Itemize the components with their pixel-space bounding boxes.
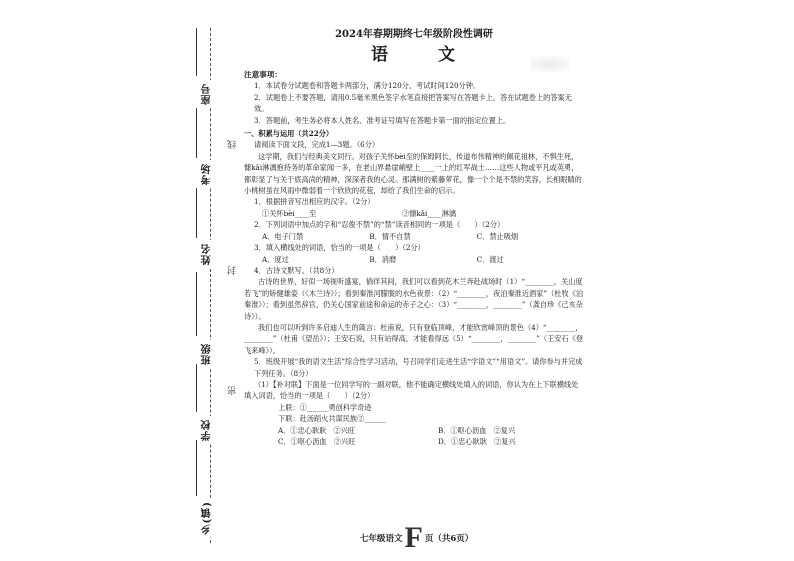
question-4-text-2: 我们也可以听到许多启迪人生的箴言：杜甫说，只有登临顶峰，才能欣赏峰顶的景色（4）“________，________”（杜甫《望岳》）；王安石说，只有站得高，才能看得远（5）“________，________”（王安石《登飞来峰》）。 bbox=[244, 322, 584, 355]
seat-fill-line bbox=[196, 28, 197, 76]
question-5: 5．班级开展“我的语文生活”综合性学习活动，号召同学们走进生活“学语文”“用语文”。请你参与并完成下列任务。（8分） bbox=[254, 357, 583, 378]
question-5-1: （1）【补对联】下面是一位同学写的一副对联，他不能确定横线处填入的词语，你认为在上下联横线处填入词语，恰当的一项是（ ）（2分） bbox=[244, 379, 579, 401]
footer-page-count: 页（共6页） bbox=[424, 534, 474, 544]
q5-option-b: B．①呕心沥血 ②复兴 bbox=[438, 425, 516, 435]
note-item-1: 1．本试卷分试题卷和答题卡两部分，满分120分，考试时间120分钟。 bbox=[254, 81, 481, 91]
exam-title: 2024年春期期终七年级阶段性调研 bbox=[335, 29, 493, 40]
page-footer bbox=[360, 523, 473, 553]
class-fill-line bbox=[196, 272, 197, 336]
exam-content bbox=[244, 28, 584, 447]
exam-room-label: 考场 bbox=[200, 160, 215, 188]
seat-label: 座号 bbox=[200, 80, 215, 108]
binding-strip bbox=[190, 28, 250, 543]
q3-option-b: B．消磨 bbox=[369, 254, 397, 264]
exam-room-fill-line bbox=[196, 108, 197, 158]
name-label: 姓名 bbox=[200, 240, 215, 268]
class-label: 班级 bbox=[200, 340, 215, 368]
question-3-options bbox=[244, 254, 584, 265]
q3-option-a: A．度过 bbox=[262, 254, 289, 264]
footer-grade-subject: 七年级语文 bbox=[360, 534, 403, 544]
question-1-blanks bbox=[244, 208, 584, 219]
q3-option-c: C．渡过 bbox=[476, 254, 504, 264]
q2-option-c: C．禁止吸烟 bbox=[476, 231, 519, 241]
reading-passage: 这学期，我们与经典美文同行。对孩子关怀bèi至的保姆阿长，传道布伟精神的佩花祖林，不惧生死，慷kǎi淋漓抱持务的革命家闻一多，在老山界悬崖峭壁上____一上的红军战士……这些人物或平凡或英勇，都彰显了与关于底高尚的精神，深深者我的心灵。那满树的紫藤萝花，像一个个是不禁的笑容，长相眼睛的小桃树虽在风雨中微弱着一个欣欣的花苞，却给了我们生命的启示。 bbox=[244, 151, 582, 196]
q5-option-d: D．①忠心耿耿 ②复兴 bbox=[438, 437, 516, 446]
q5-option-c: C．①呕心沥血 ②兴旺 bbox=[278, 437, 356, 446]
q5-options-row-2 bbox=[244, 436, 584, 447]
q1-blank-a[interactable]: ①关怀bèi____至 bbox=[262, 208, 317, 218]
note-item-2: 2．试题卷上不要答题，请用0.5毫米黑色签字水笔直接把答案写在答题卡上，答在试题卷上的答案无效。 bbox=[254, 92, 572, 114]
reading-intro: 请阅读下面文段，完成1—3题。（6分） bbox=[254, 140, 380, 150]
question-2: 2．下列词语中加点的字和“忍俊不禁”的“禁”读音相同的一项是（ ）（2分） bbox=[254, 220, 505, 230]
q2-option-b: B．情不自禁 bbox=[369, 231, 411, 241]
question-1: 1．根据拼音写出相应的汉字。（2分） bbox=[254, 197, 375, 207]
couplet-upper: 上联：①______勇创科学奇迹 bbox=[278, 402, 372, 412]
q1-blank-b[interactable]: ②慷kǎi____淋漓 bbox=[402, 208, 457, 218]
section-heading: 一、积累与运用（共22分） bbox=[244, 129, 334, 139]
q2-option-a: A．电子门禁 bbox=[262, 231, 304, 241]
school-label: 学校 bbox=[200, 416, 215, 444]
q5-option-a: A．①忠心耿耿 ②兴旺 bbox=[278, 425, 356, 435]
town-label: 乡(镇) bbox=[200, 498, 215, 537]
question-4-text: 古诗的世界，好似一场视听盛宴，徜徉其间，我们可以看到花木兰奔赴战场时（1）“________，关山度若飞”的矫健雄姿（《木兰诗》）；看到秦淮河朦胧的水色夜景：（2）“________，夜泊秦淮近酒家”（杜牧《泊秦淮》）；看到虽然辞官，仍关心国家前途和命运的赤子之心：（3）“________，________”（龚自珍《己亥杂诗》）。 bbox=[244, 277, 584, 321]
notes-heading: 注意事项： bbox=[244, 70, 282, 79]
footer-page-letter: F bbox=[404, 521, 423, 554]
line-mark: 线 bbox=[228, 140, 238, 149]
subject-title: 语 文 bbox=[371, 45, 477, 65]
dense-mark: 密 bbox=[228, 386, 238, 395]
note-item-3: 3．答题前，考生务必将本人姓名、准考证号填写在答题卡第一面的指定位置上。 bbox=[254, 115, 511, 125]
q5-options-row-1 bbox=[244, 425, 584, 436]
name-fill-line bbox=[196, 188, 197, 238]
question-2-options bbox=[244, 231, 584, 242]
question-4: 4．古诗文默写。（共8分） bbox=[254, 265, 339, 275]
couplet-lower: 下联：赴汤蹈火共谋民族②______ bbox=[278, 414, 386, 424]
town-fill-line bbox=[196, 440, 197, 496]
seal-mark: 封 bbox=[228, 266, 238, 275]
question-3: 3．填入横线处的词语，恰当的一项是（ ）（2分） bbox=[254, 243, 425, 253]
school-fill-line bbox=[196, 364, 197, 412]
